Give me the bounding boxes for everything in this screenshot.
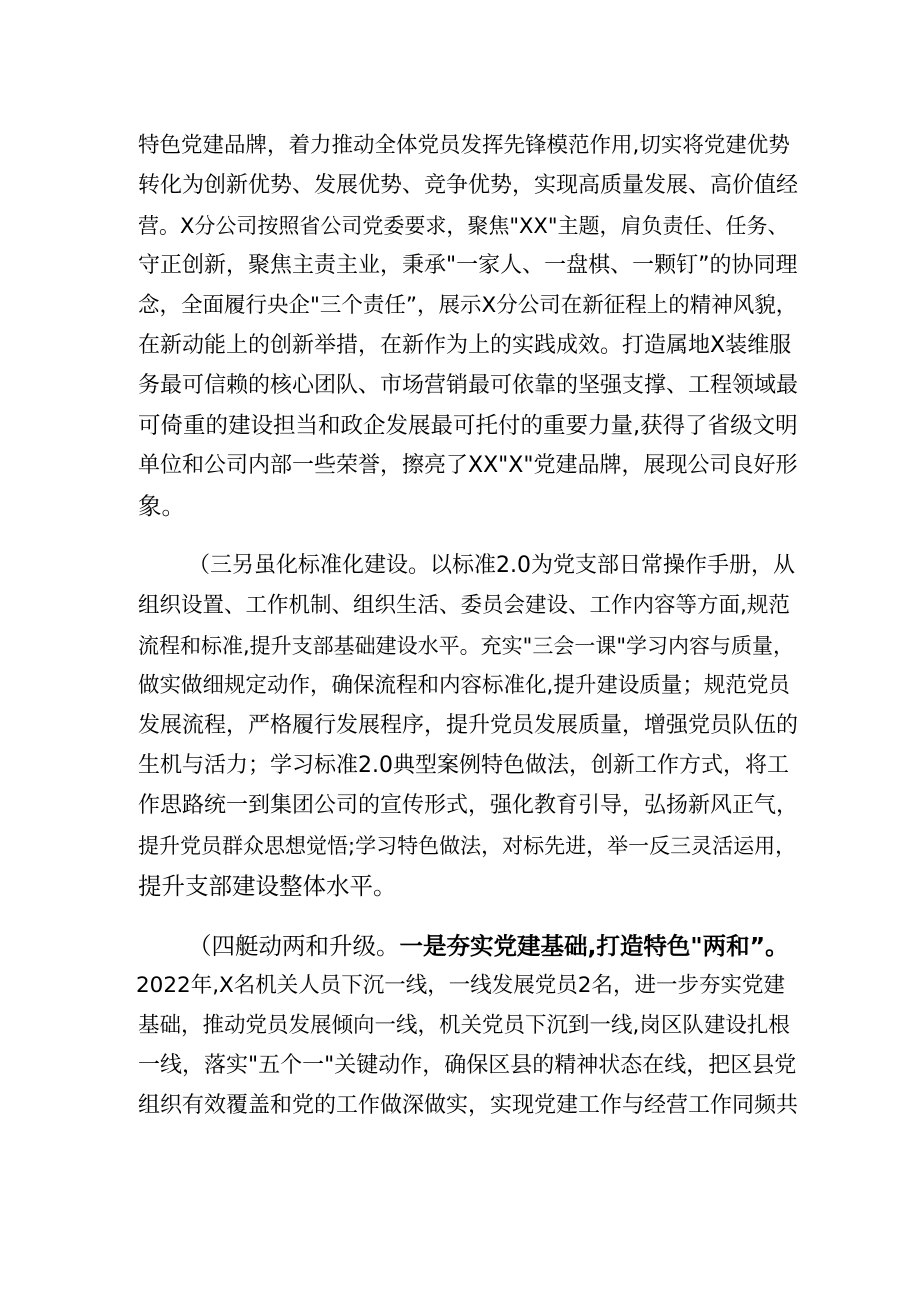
- paragraph-3-line-4: 组织有效覆盖和党的工作做深做实，实现党建工作与经营工作同频共: [138, 1093, 798, 1118]
- paragraph-2-line-1: （三另虽化标准化建设。以标准2.0为党支部日常操作手册，从: [188, 553, 795, 578]
- paragraph-2-line-9: 提升支部建设整体水平。: [138, 872, 397, 900]
- paragraph-3-line-3: 一线，落实"五个一"关键动作，确保区县的精神状态在线，把区县党: [138, 1053, 797, 1078]
- paragraph-3-line-2: 基础，推动党员发展倾向一线，机关党员下沉到一线,岗区队建设扎根: [138, 1013, 790, 1038]
- paragraph-2-line-4: 做实做细规定动作，确保流程和内容标准化,提升建设质量；规范党员: [138, 673, 790, 698]
- paragraph-3-heading: [188, 926, 798, 966]
- paragraph-3-heading-normal: （四艇动两和升级。: [188, 932, 400, 960]
- paragraph-1-line-5: 念，全面履行央企"三个责任”，展示X分公司在新征程上的精神风貌，: [138, 293, 798, 318]
- paragraph-1-line-9: 单位和公司内部一些荣誉，擦亮了XX"X"党建品牌，展现公司良好形: [138, 453, 798, 478]
- paragraph-2-line-3: 流程和标准,提升支部基础建设水平。充实"三会一课"学习内容与质量，: [138, 634, 794, 658]
- paragraph-1-line-4: 守正创新，聚焦主责主业，秉承"一家人、一盘棋、一颗钉”的协同理: [138, 253, 798, 278]
- paragraph-2-line-7: 作思路统一到集团公司的宣传形式，强化教育引导，弘扬新风正气，: [138, 793, 798, 818]
- paragraph-2-line-8: 提升党员群众思想觉悟;学习特色做法，对标先进，举一反三灵活运用，: [138, 834, 797, 858]
- paragraph-1-line-8: 可倚重的建设担当和政企发展最可托付的重要力量,获得了省级文明: [138, 413, 798, 439]
- paragraph-1-line-10: 象。: [138, 492, 185, 520]
- paragraph-2-line-2: 组织设置、工作机制、组织生活、委员会建设、工作内容等方面,规范: [138, 593, 790, 618]
- paragraph-3-line-1: 2022年,X名机关人员下沉一线，一线发展党员2名，进一步夯实党建: [136, 973, 785, 998]
- paragraph-1-line-2: 转化为创新优势、发展优势、竞争优势，实现高质量发展、高价值经: [138, 173, 798, 198]
- paragraph-2-line-6: 生机与活力；学习标准2.0典型案例特色做法，创新工作方式，将工: [138, 753, 789, 778]
- paragraph-1-line-6: 在新动能上的创新举措，在新作为上的实践成效。打造属地X装维服: [138, 333, 792, 358]
- paragraph-1-line-7: 务最可信赖的核心团队、市场营销最可依靠的坚强支撑、工程领域最: [138, 373, 798, 398]
- paragraph-1-line-3: 营。X分公司按照省公司党委要求，聚焦"XX"主题，肩负责任、任务、: [138, 214, 789, 238]
- paragraph-1-line-1: 特色党建品牌，着力推动全体党员发挥先锋模范作用,切实将党建优势: [138, 133, 790, 158]
- paragraph-3-heading-bold: 一是夯实党建基础,打造特色"两和”。: [399, 932, 789, 960]
- paragraph-2-line-5: 发展流程，严格履行发展程序，提升党员发展质量，增强党员队伍的: [138, 713, 798, 738]
